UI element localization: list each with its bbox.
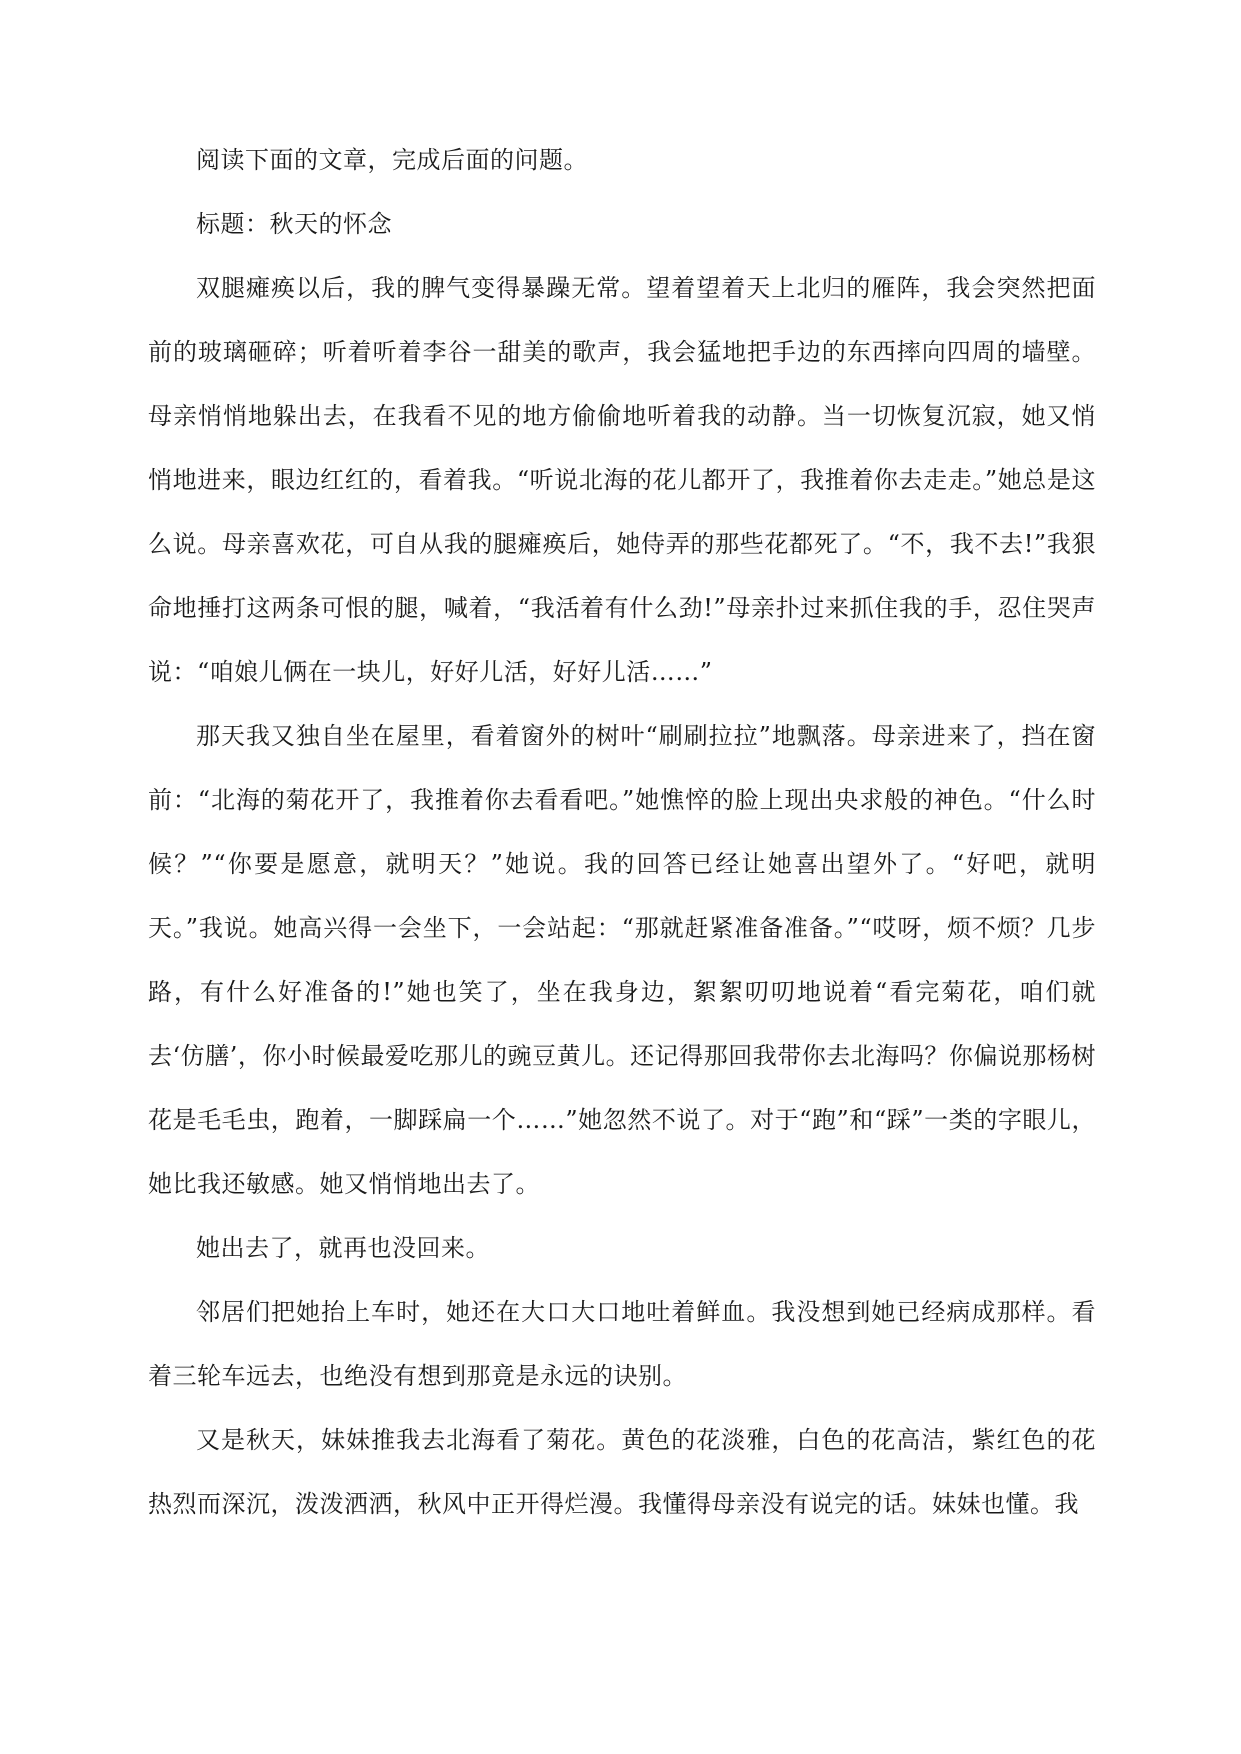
- instruction-text: 阅读下面的文章，完成后面的问题。: [196, 146, 588, 174]
- paragraph: 她出去了，就再也没回来。: [196, 1234, 490, 1262]
- paragraph: 又是秋天，妹妹推我去北海看了菊花。黄色的花淡雅，白色的花高洁，紫红色的花热烈而深沉，泼泼洒洒，秋风中正开得烂漫。我懂得母亲没有说完的话。妹妹也懂。我: [148, 1426, 1096, 1518]
- paragraph: 邻居们把她抬上车时，她还在大口大口地吐着鲜血。我没想到她已经病成那样。看着三轮车远去，也绝没有想到那竟是永远的诀别。: [148, 1298, 1096, 1390]
- paragraph: 那天我又独自坐在屋里，看着窗外的树叶“刷刷拉拉”地飘落。母亲进来了，挡在窗前：“北海的菊花开了，我推着你去看看吧。”她憔悴的脸上现出央求般的神色。“什么时候？”“你要是愿意，就明天？”她说。我的回答已经让她喜出望外了。“好吧，就明天。”我说。她高兴得一会坐下，一会站起：“那就赶紧准备准备。”“哎呀，烦不烦？几步路，有什么好准备的!”她也笑了，坐在我身边，絮絮叨叨地说着“看完菊花，咱们就去‘仿膳’，你小时候最爱吃那儿的豌豆黄儿。还记得那回我带你去北海吗？你偏说那杨树花是毛毛虫，跑着，一脚踩扁一个……”她忽然不说了。对于“跑”和“踩”一类的字眼儿，她比我还敏感。她又悄悄地出去了。: [148, 722, 1096, 1198]
- article-title: 标题：秋天的怀念: [196, 210, 392, 238]
- document-page: [148, 128, 1096, 1536]
- paragraph: 双腿瘫痪以后，我的脾气变得暴躁无常。望着望着天上北归的雁阵，我会突然把面前的玻璃砸碎；听着听着李谷一甜美的歌声，我会猛地把手边的东西摔向四周的墙壁。母亲悄悄地躲出去，在我看不见的地方偷偷地听着我的动静。当一切恢复沉寂，她又悄悄地进来，眼边红红的，看着我。“听说北海的花儿都开了，我推着你去走走。”她总是这么说。母亲喜欢花，可自从我的腿瘫痪后，她侍弄的那些花都死了。“不，我不去!”我狠命地捶打这两条可恨的腿，喊着，“我活着有什么劲!”母亲扑过来抓住我的手，忍住哭声说：“咱娘儿俩在一块儿，好好儿活，好好儿活……”: [148, 274, 1096, 686]
